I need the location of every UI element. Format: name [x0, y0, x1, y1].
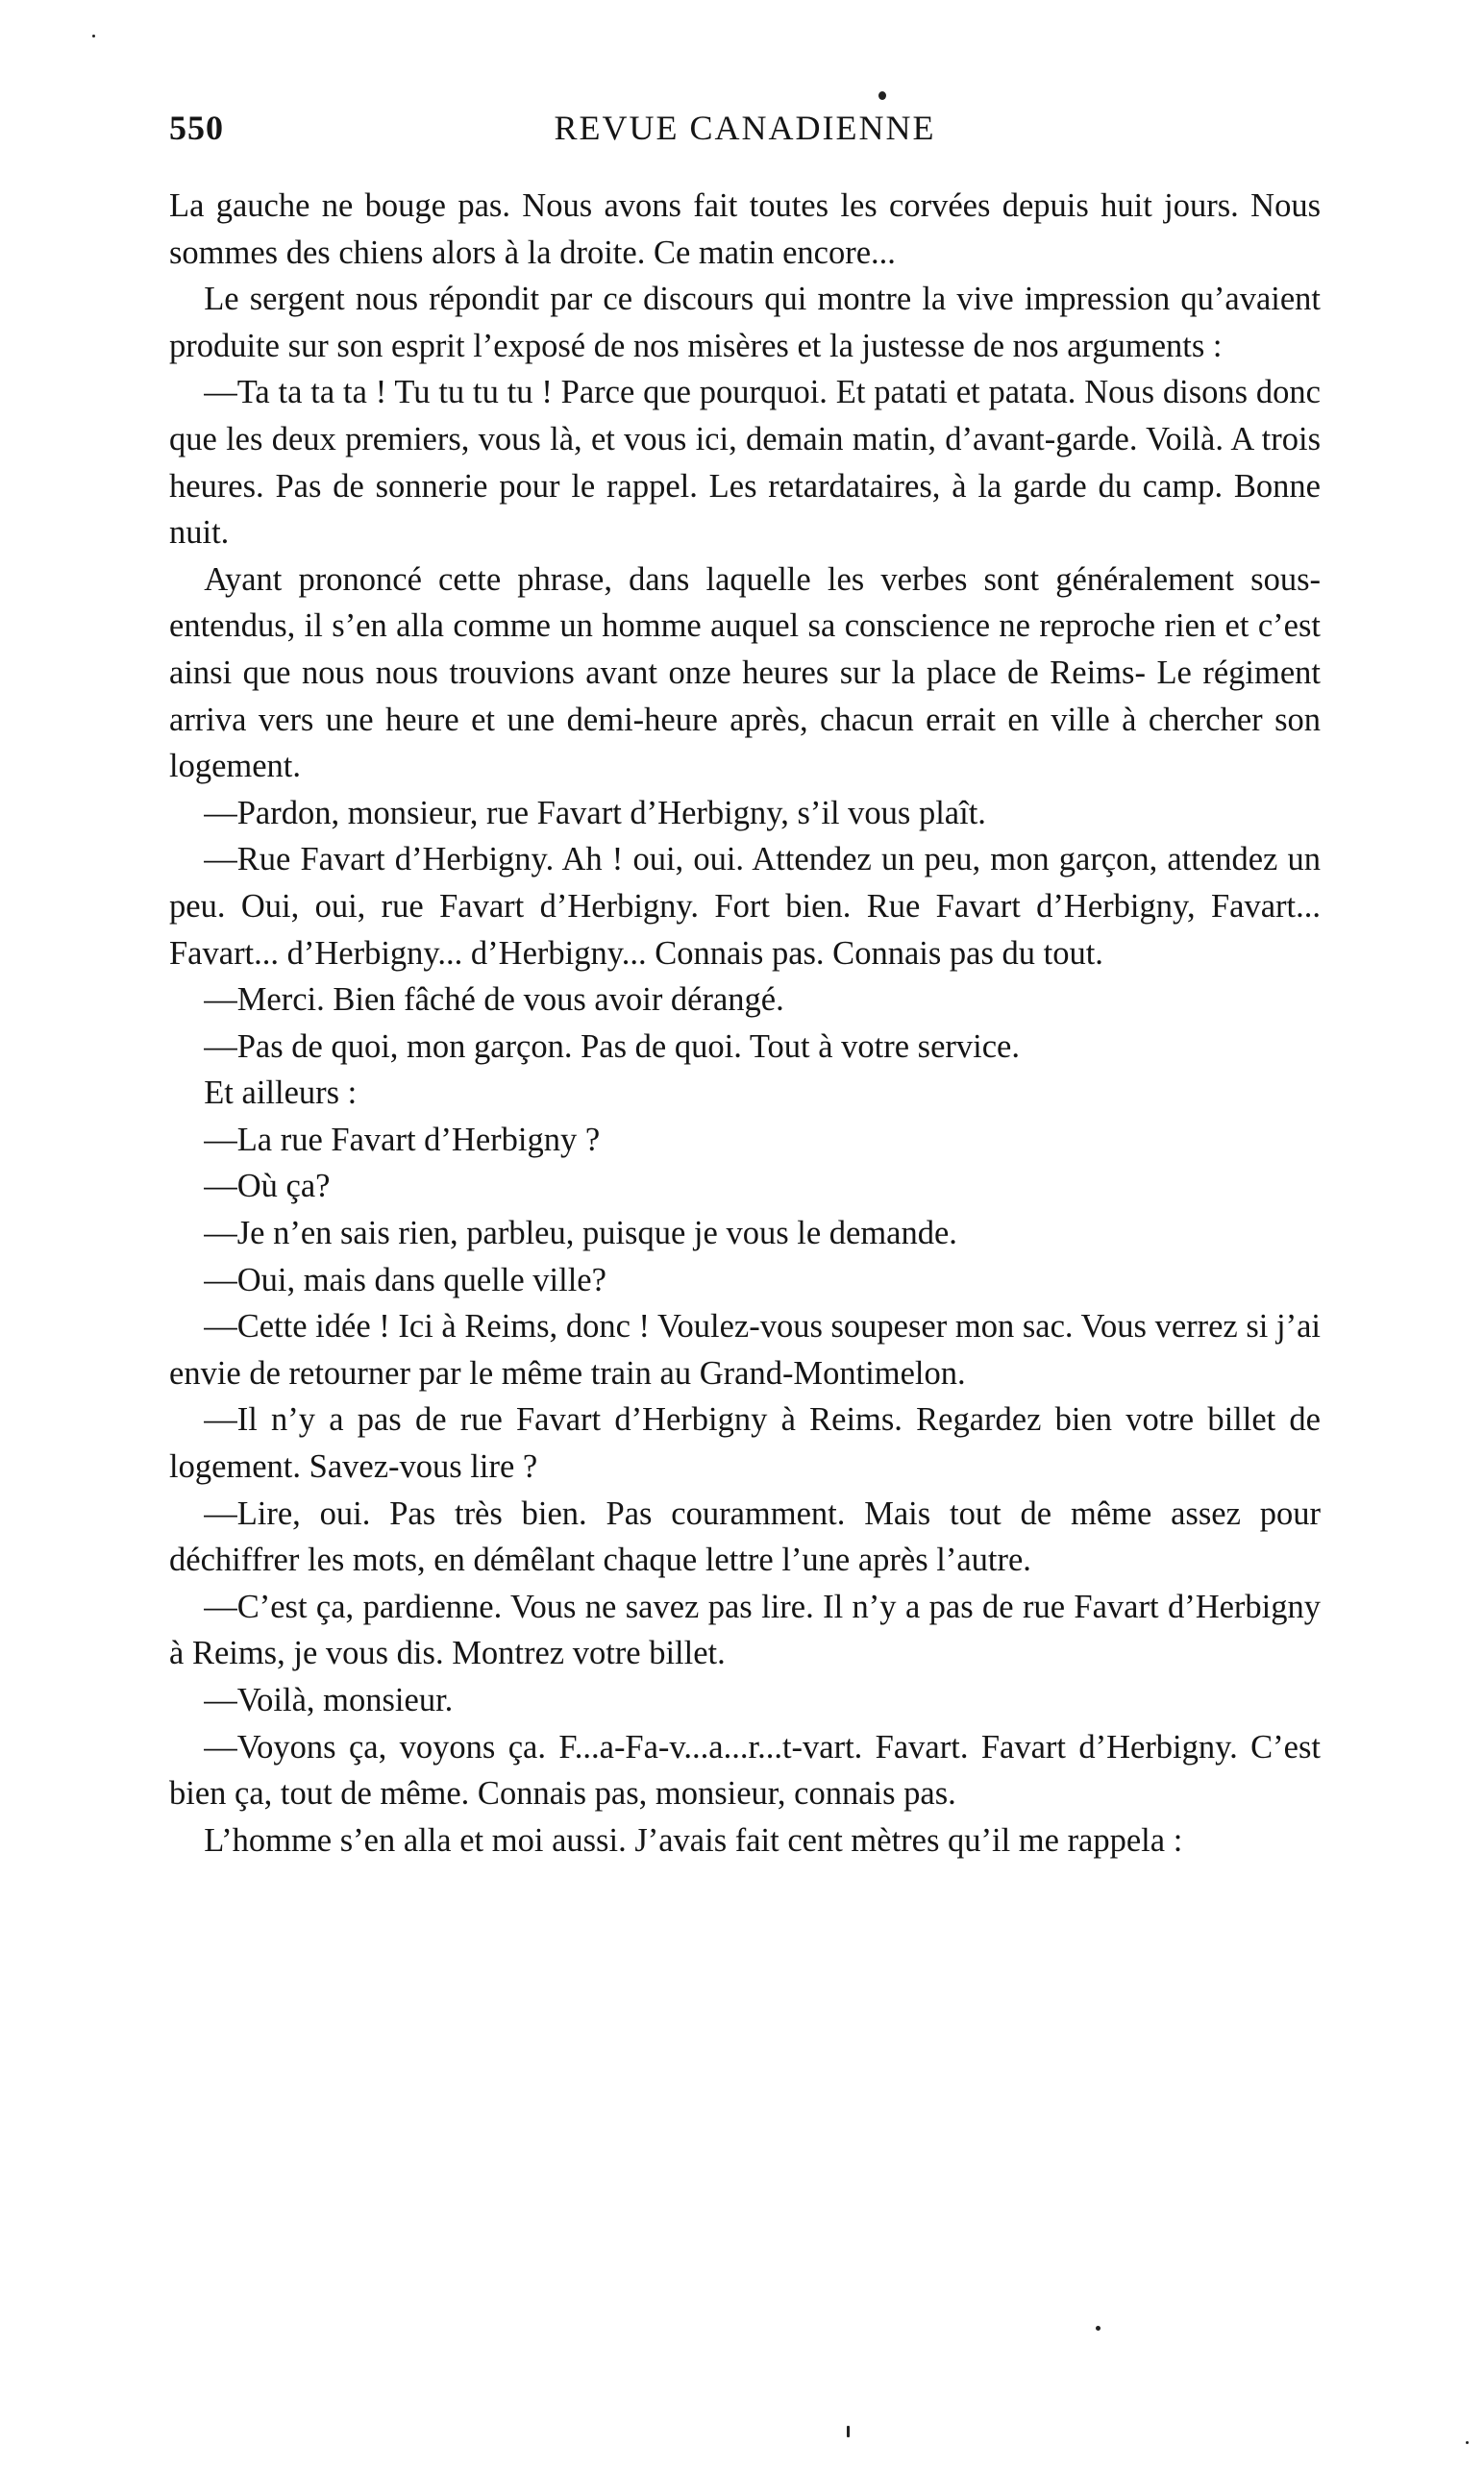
paragraph: —Ta ta ta ta ! Tu tu tu tu ! Parce que pourquoi. Et patati et patata. Nous disons donc que les deux premiers, vous là, et vous ici, demain matin, d’avant-garde. Voilà. A trois heures. Pas de sonnerie pour le rappel. Les retardataires, à la garde du camp. Bonne nuit. — [169, 374, 1321, 552]
paragraph: —Rue Favart d’Herbigny. Ah ! oui, oui. Attendez un peu, mon garçon, attendez un peu. Oui, oui, rue Favart d’Herbigny. Fort bien. Rue Favart d’Herbigny, Favart... Favart... d’Herbigny... d’Herbigny... Connais pas. Connais pas du tout. — [169, 841, 1321, 972]
paragraph: —Pas de quoi, mon garçon. Pas de quoi. Tout à votre service. — [204, 1027, 1020, 1065]
paragraph: Et ailleurs : — [204, 1074, 358, 1112]
paragraph: —Où ça? — [204, 1168, 331, 1205]
paragraph: —Pardon, monsieur, rue Favart d’Herbigny, s’il vous plaît. — [204, 794, 986, 831]
paragraph: Ayant prononcé cette phrase, dans laquelle les verbes sont généralement sous-entendus, il s’en alla comme un homme auquel sa conscience ne reproche rien et c’est ainsi que nous nous trouvions avant onze heures sur la place de Reims- Le régiment arriva vers une heure et une demi-heure après, chacun errait en ville à chercher son logement. — [169, 560, 1321, 785]
scan-speck — [847, 2426, 850, 2437]
paragraph: L’homme s’en alla et moi aussi. J’avais fait cent mètres qu’il me rappela : — [204, 1821, 1183, 1859]
paragraph: —La rue Favart d’Herbigny ? — [204, 1121, 601, 1158]
paragraph: —Voyons ça, voyons ça. F...a-Fa-v...a...r...t-vart. Favart. Favart d’Herbigny. C’est bien ça, tout de même. Connais pas, monsieur, connais pas. — [169, 1728, 1321, 1813]
paragraph: —Oui, mais dans quelle ville? — [204, 1261, 606, 1298]
scan-speck — [92, 35, 95, 37]
paragraph: —Il n’y a pas de rue Favart d’Herbigny à Reims. Regardez bien votre billet de logement. Savez-vous lire ? — [169, 1401, 1321, 1486]
scan-speck — [1096, 2326, 1101, 2331]
running-head — [169, 108, 1321, 165]
paragraph: —C’est ça, pardienne. Vous ne savez pas lire. Il n’y a pas de rue Favart d’Herbigny à Reims, je vous dis. Montrez votre billet. — [169, 1588, 1321, 1672]
paragraph: —Je n’en sais rien, parbleu, puisque je vous le demande. — [204, 1215, 957, 1252]
scan-speck — [878, 91, 886, 100]
scan-speck — [1466, 2441, 1469, 2444]
paragraph: —Cette idée ! Ici à Reims, donc ! Voulez-vous soupeser mon sac. Vous verrez si j’ai envie de retourner par le même train au Grand-Montimelon. — [169, 1308, 1321, 1392]
page-number: 550 — [169, 109, 224, 147]
paragraph: Le sergent nous répondit par ce discours qui montre la vive impression qu’avaient produite sur son esprit l’exposé de nos misères et la justesse de nos arguments : — [169, 281, 1321, 364]
paragraph: La gauche ne bouge pas. Nous avons fait toutes les corvées depuis huit jours. Nous sommes des chiens alors à la droite. Ce matin encore... — [169, 187, 1321, 271]
paragraph: —Merci. Bien fâché de vous avoir dérangé. — [204, 981, 784, 1019]
journal-title: REVUE CANADIENNE — [554, 109, 936, 147]
paragraph: —Lire, oui. Pas très bien. Pas couramment. Mais tout de même assez pour déchiffrer les mots, en démêlant chaque lettre l’une après l’autre. — [169, 1494, 1321, 1579]
paragraph: —Voilà, monsieur. — [204, 1682, 454, 1718]
text-body — [169, 183, 1321, 1864]
